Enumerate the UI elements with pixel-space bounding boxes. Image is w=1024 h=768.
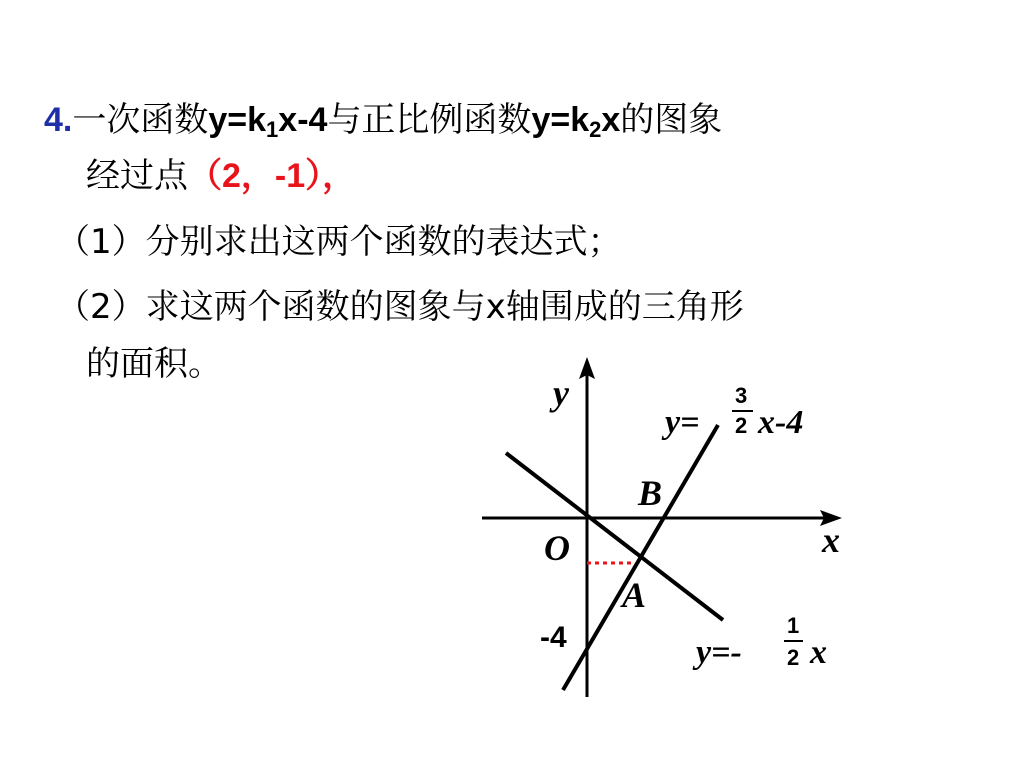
- equation-proportional-lhs: y=k: [531, 101, 590, 139]
- problem-text-4: 经过点: [86, 156, 188, 196]
- y-axis-label: y: [553, 373, 569, 413]
- equation-proportional-subscript: 2: [589, 117, 602, 142]
- equation-linear-subscript: 1: [266, 117, 279, 142]
- question-part-1: （1）分别求出这两个函数的表达式；: [56, 222, 622, 262]
- question-part-2: （2）求这两个函数的图象与x轴围成的三角形: [56, 287, 744, 327]
- y-intercept-label: -4: [540, 621, 567, 654]
- equation-proportional: [531, 101, 621, 142]
- equation-proportional-rhs: x: [601, 101, 621, 139]
- problem-number: 4.: [44, 101, 73, 139]
- proportional-equation-denominator: 2: [787, 645, 800, 670]
- problem-line-2: [86, 156, 356, 196]
- function-graph: [470, 345, 870, 705]
- equation-linear: [208, 101, 328, 142]
- question-part-2-continued: 的面积。: [86, 344, 222, 384]
- linear-equation-label: [661, 383, 803, 441]
- problem-text-1: 一次函数: [72, 100, 209, 140]
- x-axis-label: x: [822, 520, 840, 560]
- problem-line-1: [44, 100, 722, 140]
- proportional-equation-numerator: 1: [787, 613, 800, 638]
- problem-text-3: 的图象: [620, 100, 723, 140]
- proportional-equation-prefix: y=-: [696, 634, 742, 671]
- linear-equation-numerator: 3: [735, 383, 748, 408]
- proportional-equation-suffix: x: [810, 634, 827, 671]
- point-a-label: A: [622, 575, 647, 615]
- linear-equation-suffix: x-4: [758, 404, 804, 441]
- proportional-equation-label: [692, 613, 827, 671]
- linear-equation-prefix: y=: [665, 404, 700, 441]
- line-proportional: [506, 453, 723, 620]
- linear-equation-denominator: 2: [735, 413, 748, 438]
- given-point: （2，-1），: [188, 157, 357, 195]
- equation-linear-lhs: y=k: [208, 101, 267, 139]
- problem-text-2: 与正比例函数: [327, 100, 532, 140]
- point-b-label: B: [638, 473, 663, 513]
- equation-linear-rhs: x-4: [278, 101, 328, 139]
- origin-label: O: [544, 528, 570, 568]
